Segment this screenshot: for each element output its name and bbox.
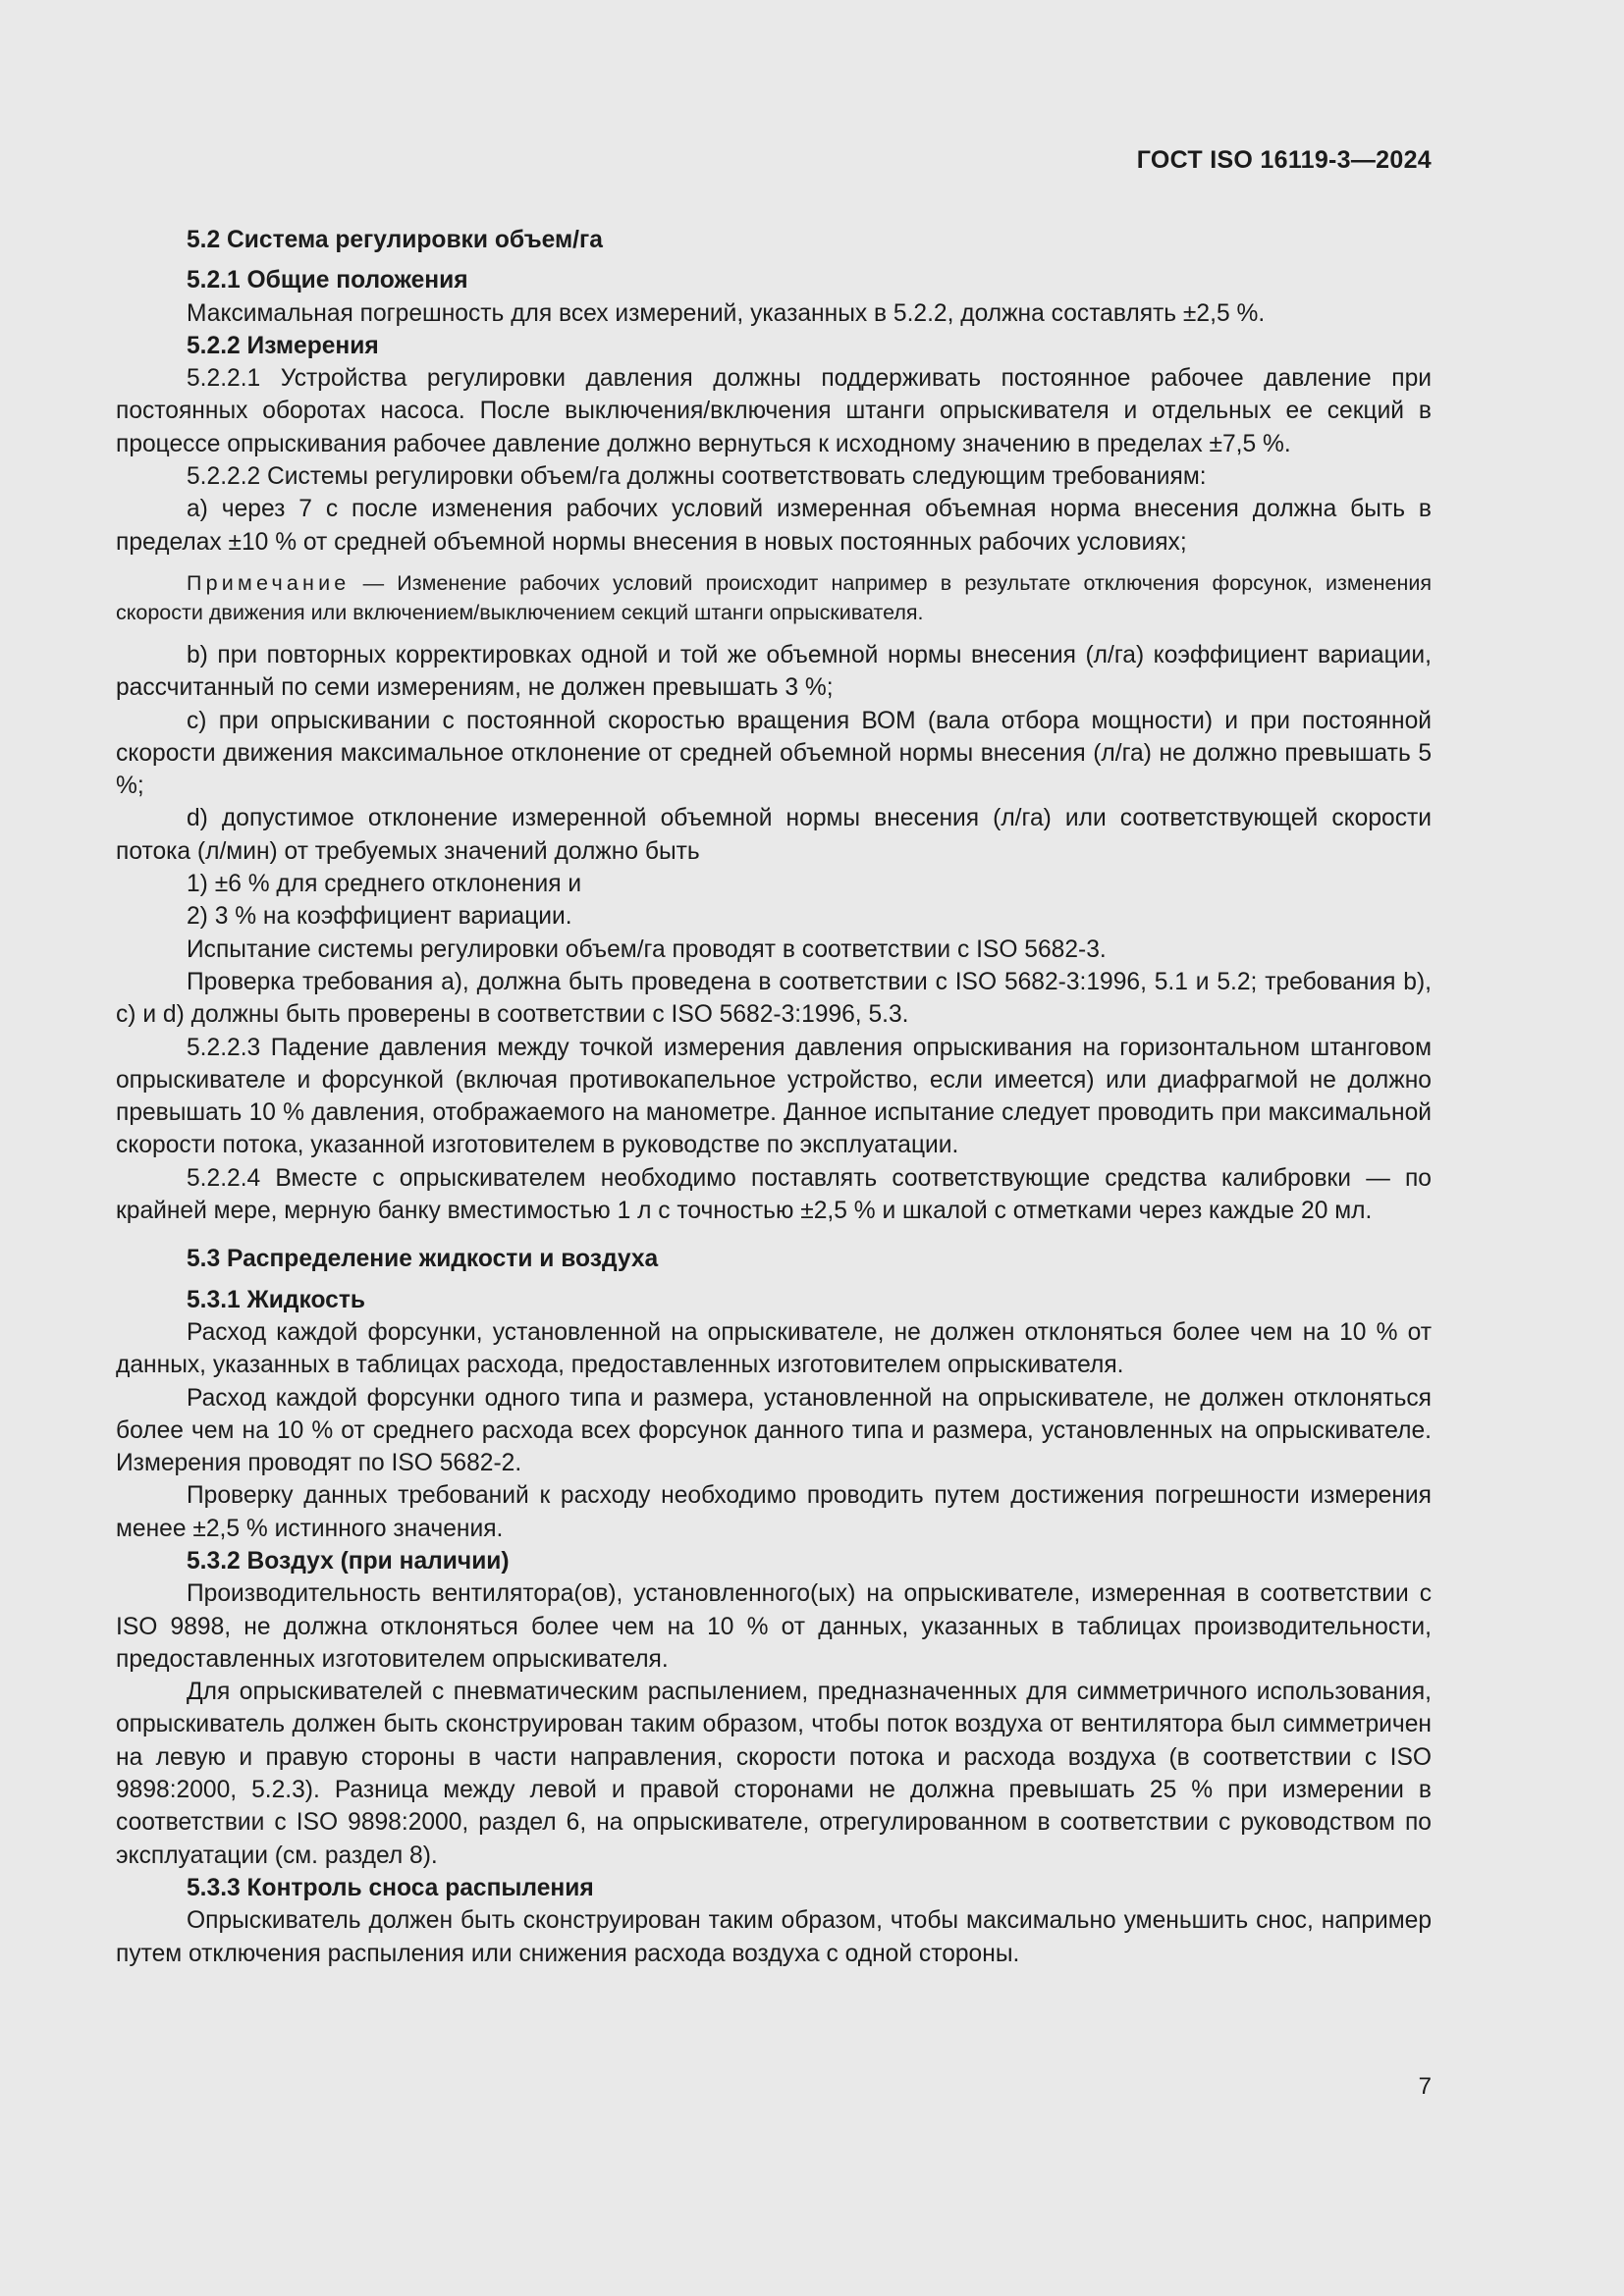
clause-5-3-2-a: Производительность вентилятора(ов), установленного(ых) на опрыскивателе, измеренная в соответствии с ISO 9898, не должна отклоняться более чем на 10 % от данных, указанных в таблицах производительности, предоставленных изготовителем опрыскивателя. xyxy=(116,1580,1432,1673)
clause-5-3-2-b: Для опрыскивателей с пневматическим распылением, предназначенных для симметричного использования, опрыскиватель должен быть сконструирован таким образом, чтобы поток воздуха от вентилятора был симметричен на левую и правую стороны в части направления, скорости потока и расхода воздуха (в соответствии с ISO 9898:2000, 5.2.3). Разница между левой и правой сторонами не должна превышать 25 % при измерении в соответствии с ISO 9898:2000, раздел 6, на опрыскивателе, отрегулированном в соответствии с руководством по эксплуатации (см. раздел 8). xyxy=(116,1679,1432,1869)
note-text: — Изменение рабочих условий происходит например в результате отключения форсунок, изменения скорости движения или включением/выключением секций штанги опрыскивателя. xyxy=(116,570,1432,624)
note xyxy=(116,568,1432,627)
section-5-2-1-title: 5.2.1 Общие положения xyxy=(187,267,468,294)
section-5-2-1-text: Максимальная погрешность для всех измерений, указанных в 5.2.2, должна составлять ±2,5 %. xyxy=(187,299,1266,327)
test-paragraph: Испытание системы регулировки объем/га проводят в соответствии с ISO 5682-3. xyxy=(187,935,1107,963)
clause-5-2-2-3: 5.2.2.3 Падение давления между точкой измерения давления опрыскивания на горизонтальном штанговом опрыскивателе и форсункой (включая противокапельное устройство, если имеется) или диафрагмой не должно превышать 10 % давления, отображаемого на манометре. Данное испытание следует проводить при максимальной скорости потока, указанной изготовителем в руководстве по эксплуатации. xyxy=(116,1034,1432,1159)
section-5-3-2-title: 5.3.2 Воздух (при наличии) xyxy=(187,1547,510,1575)
clause-5-2-2-1: 5.2.2.1 Устройства регулировки давления должны поддерживать постоянное рабочее давление при постоянных оборотах насоса. После выключения/включения штанги опрыскивателя и отдельных ее секций в процессе опрыскивания рабочее давление должно вернуться к исходному значению в пределах ±7,5 %. xyxy=(116,365,1432,457)
check-paragraph: Проверка требования a), должна быть проведена в соответствии с ISO 5682-3:1996, 5.1 и 5.2; требования b), c) и d) должны быть проверены в соответствии с ISO 5682-3:1996, 5.3. xyxy=(116,968,1432,1029)
section-5-3-3-title: 5.3.3 Контроль сноса распыления xyxy=(187,1874,594,1901)
clause-5-2-2-2: 5.2.2.2 Системы регулировки объем/га должны соответствовать следующим требованиям: xyxy=(187,463,1207,491)
document-code: ГОСТ ISO 16119-3—2024 xyxy=(1136,146,1432,174)
page-number: 7 xyxy=(1418,2073,1432,2100)
clause-5-3-3: Опрыскиватель должен быть сконструирован таким образом, чтобы максимально уменьшить снос, например путем отключения распыления или снижения расхода воздуха с одной стороны. xyxy=(116,1907,1432,1967)
clause-5-3-1-b: Расход каждой форсунки одного типа и размера, установленной на опрыскивателе, не должен отклоняться более чем на 10 % от среднего расхода всех форсунок данного типа и размера, установленных на опрыскивателе. Измерения проводят по ISO 5682-2. xyxy=(116,1384,1432,1477)
clause-5-2-2-4: 5.2.2.4 Вместе с опрыскивателем необходимо поставлять соответствующие средства калибровки — по крайней мере, мерную банку вместимостью 1 л с точностью ±2,5 % и шкалой с отметками через каждые 20 мл. xyxy=(116,1164,1432,1225)
section-5-3-title: 5.3 Распределение жидкости и воздуха xyxy=(187,1246,659,1273)
clause-5-3-1-c: Проверку данных требований к расходу необходимо проводить путем достижения погрешности измерения менее ±2,5 % истинного значения. xyxy=(116,1482,1432,1542)
list-item-d-2: 2) 3 % на коэффициент вариации. xyxy=(187,903,572,931)
list-item-d: d) допустимое отклонение измеренной объемной нормы внесения (л/га) или соответствующей скорости потока (л/мин) от требуемых значений должно быть xyxy=(116,805,1432,865)
list-item-b: b) при повторных корректировках одной и той же объемной нормы внесения (л/га) коэффициент вариации, рассчитанный по семи измерениям, не должен превышать 3 %; xyxy=(116,641,1432,702)
section-5-2-2-title: 5.2.2 Измерения xyxy=(187,332,379,359)
section-5-3-1-title: 5.3.1 Жидкость xyxy=(187,1286,366,1313)
clause-5-3-1-a: Расход каждой форсунки, установленной на опрыскивателе, не должен отклоняться более чем на 10 % от данных, указанных в таблицах расхода, предоставленных изготовителем опрыскивателя. xyxy=(116,1318,1432,1379)
page-body xyxy=(116,224,1432,1970)
list-item-d-1: 1) ±6 % для среднего отклонения и xyxy=(187,871,582,898)
section-5-2-title: 5.2 Система регулировки объем/га xyxy=(187,227,603,253)
document-page xyxy=(116,0,1432,2296)
list-item-c: c) при опрыскивании с постоянной скоростью вращения ВОМ (вала отбора мощности) и при постоянной скорости движения максимальное отклонение от средней объемной нормы внесения (л/га) не должно превышать 5 %; xyxy=(116,707,1432,800)
note-label: Примечание xyxy=(187,570,351,595)
list-item-a: a) через 7 с после изменения рабочих условий измеренная объемная норма внесения должна быть в пределах ±10 % от средней объемной нормы внесения в новых постоянных рабочих условиях; xyxy=(116,496,1432,556)
